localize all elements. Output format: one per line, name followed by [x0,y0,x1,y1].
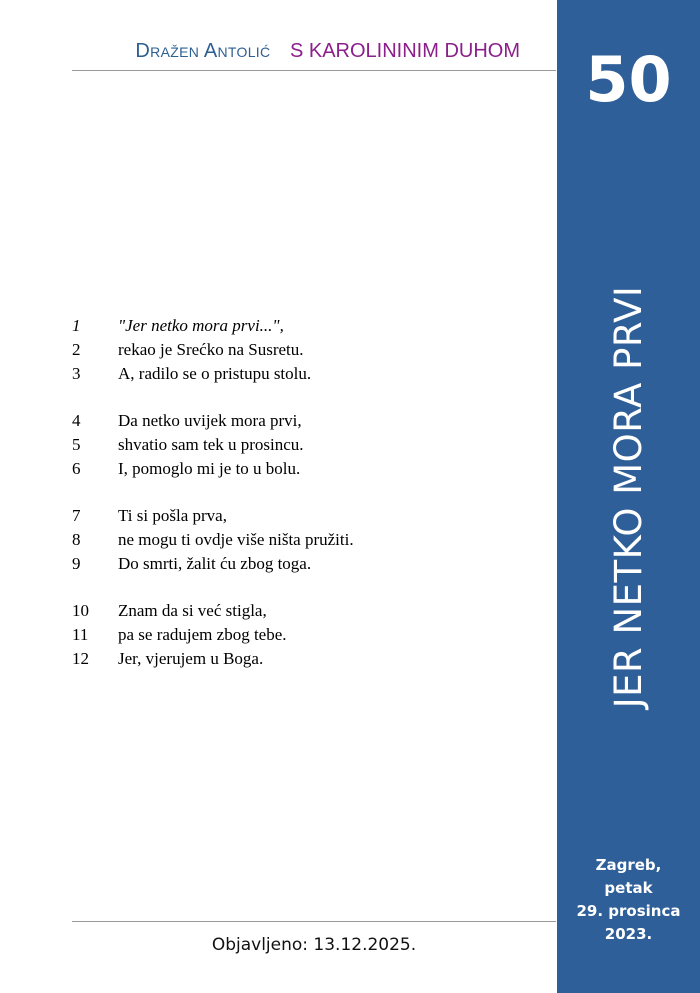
line-text: I, pomoglo mi je to u bolu. [118,459,301,478]
line-number: 8 [72,530,81,549]
place-line: petak [604,879,653,897]
page-header [72,38,556,71]
sidebar [557,0,700,993]
place-line: Zagreb, [595,856,662,874]
line-text: Do smrti, žalit ću zbog toga. [118,554,312,573]
line-text: rekao je Srećko na Susretu. [118,340,304,359]
line-text: ne mogu ti ovdje više ništa pružiti. [118,530,354,549]
line-number: 7 [72,506,81,525]
line-text: "Jer netko mora prvi...", [118,316,284,335]
line-number: 10 [72,601,89,620]
poem-title-vertical: JER NETKO MORA PRVI [607,285,650,709]
poem-line [72,457,512,481]
poem-line [72,647,512,671]
line-number: 6 [72,459,81,478]
place-and-date [557,854,700,946]
published-date: Objavljeno: 13.12.2025. [211,935,417,955]
place-line: 2023. [604,925,653,943]
author-name: Dražen Antolić [135,40,271,62]
line-text: Ti si pošla prva, [118,506,227,525]
line-number: 2 [72,340,81,359]
stanza-3 [72,504,512,576]
place-line: 29. prosinca [576,902,681,920]
stanza-1 [72,314,512,386]
line-text: A, radilo se o pristupu stolu. [118,364,312,383]
poem-line [72,314,512,338]
line-number: 5 [72,435,81,454]
poem [72,314,512,694]
poem-line [72,504,512,528]
stanza-4 [72,599,512,671]
poem-line [72,409,512,433]
poem-line [72,433,512,457]
line-number: 12 [72,649,89,668]
stanza-2 [72,409,512,481]
line-text: shvatio sam tek u prosincu. [118,435,304,454]
line-text: Da netko uvijek mora prvi, [118,411,302,430]
line-text: Jer, vjerujem u Boga. [118,649,264,668]
poem-line [72,362,512,386]
poem-number: 50 [585,43,672,116]
line-number: 3 [72,364,81,383]
footer-divider [72,921,556,922]
line-number: 9 [72,554,81,573]
book-title: S KAROLININIM DUHOM [289,40,520,62]
line-number: 11 [72,625,89,644]
line-text: pa se radujem zbog tebe. [118,625,287,644]
poem-line [72,528,512,552]
line-number: 4 [72,411,81,430]
line-number: 1 [72,316,81,335]
poem-line [72,623,512,647]
poem-line [72,552,512,576]
poem-line [72,338,512,362]
poem-line [72,599,512,623]
line-text: Znam da si već stigla, [118,601,267,620]
